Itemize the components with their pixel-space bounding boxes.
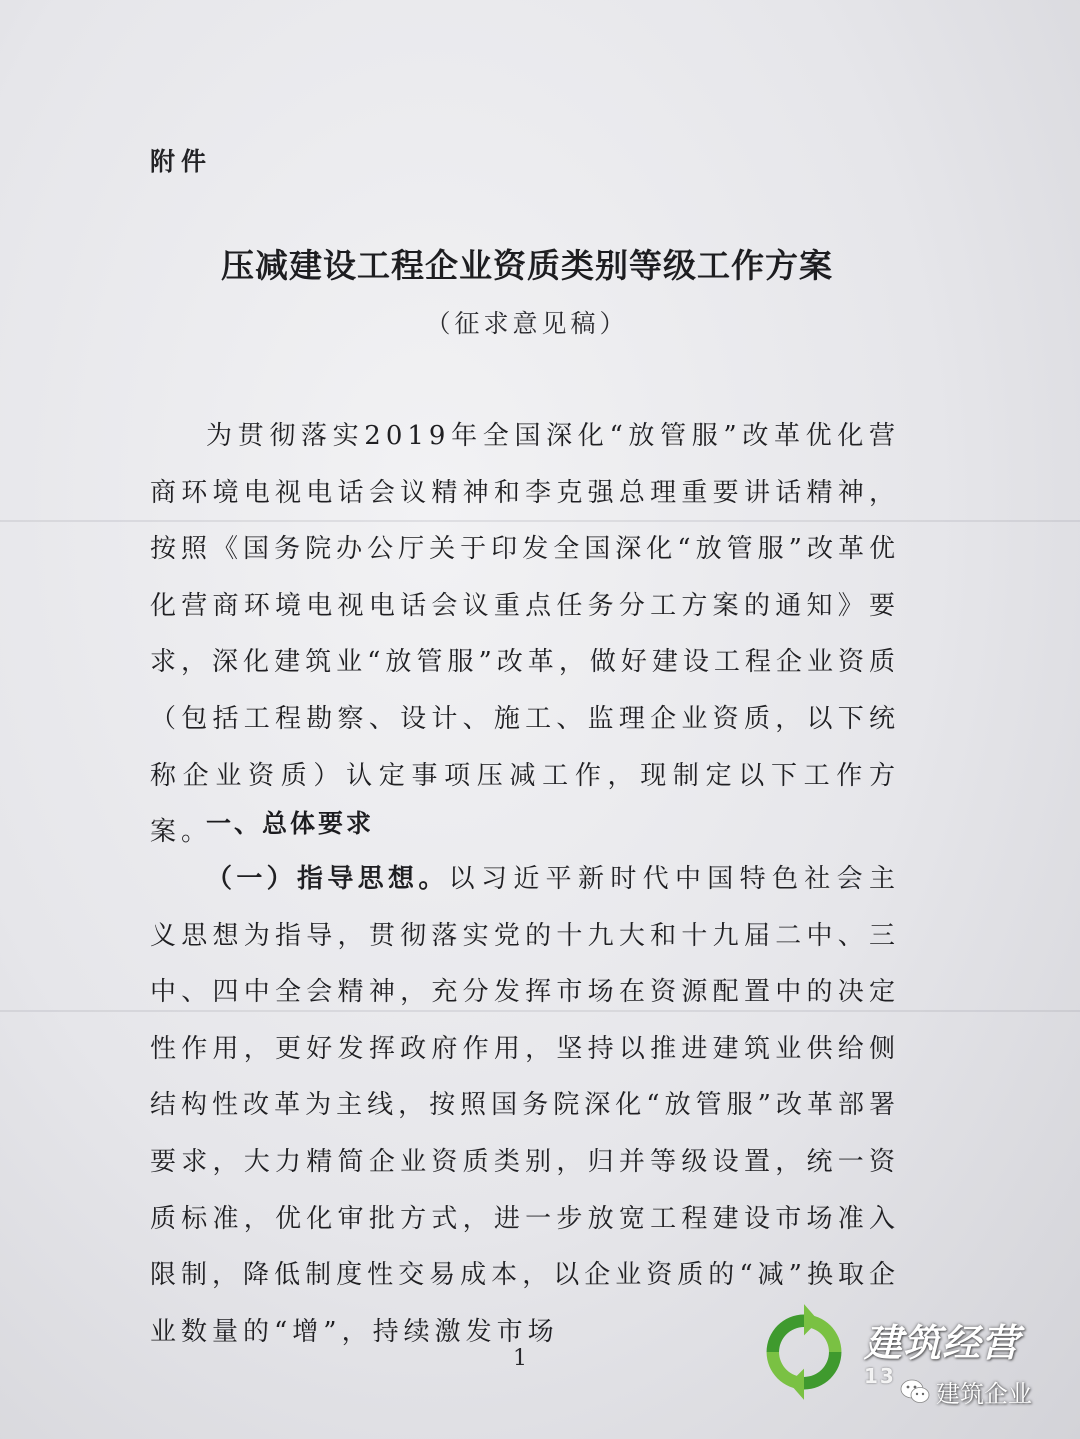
attachment-label: 附件 bbox=[150, 147, 213, 176]
watermark-brand: 建筑经营 bbox=[864, 1321, 1021, 1365]
body-paragraph-intro: 为贯彻落实2019年全国深化“放管服”改革优化营商环境电视电话会议精神和李克强总理重要讲话精神，按照《国务院办公厅关于印发全国深化“放管服”改革优化营商环境电视电话会议重点任务分工方案的通知》要求，深化建筑业“放管服”改革，做好建设工程企业资质（包括工程勘察、设计、施工、监理企业资质，以下统称企业资质）认定事项压减工作，现制定以下工作方案。 bbox=[150, 421, 900, 848]
watermark bbox=[752, 1298, 1072, 1428]
section-heading-general-requirements: 一、总体要求 bbox=[206, 809, 375, 838]
wechat-icon bbox=[900, 1379, 930, 1405]
page-number: 1 bbox=[513, 1346, 527, 1371]
document-title: 压减建设工程企业资质类别等级工作方案 bbox=[221, 246, 833, 285]
watermark-phone: 13 bbox=[864, 1364, 896, 1388]
watermark-account-row bbox=[900, 1374, 1032, 1409]
recycle-arrows-icon bbox=[752, 1300, 856, 1404]
document-subtitle: （征求意见稿） bbox=[425, 309, 629, 338]
subsection-lead: （一）指导思想。 bbox=[206, 864, 449, 894]
watermark-account-name: 建筑企业 bbox=[936, 1380, 1032, 1408]
body-paragraph-guiding-ideology bbox=[150, 851, 900, 1360]
subsection-body: 以习近平新时代中国特色社会主义思想为指导，贯彻落实党的十九大和十九届二中、三中、四中全会精神，充分发挥市场在资源配置中的决定性作用，更好发挥政府作用，坚持以推进建筑业供给侧结构性改革为主线，按照国务院深化“放管服”改革部署要求，大力精简企业资质类别，归并等级设置，统一资质标准，优化审批方式，进一步放宽工程建设市场准入限制，降低制度性交易成本，以企业资质的“减”换取企业数量的“增”，持续激发市场 bbox=[150, 864, 900, 1347]
